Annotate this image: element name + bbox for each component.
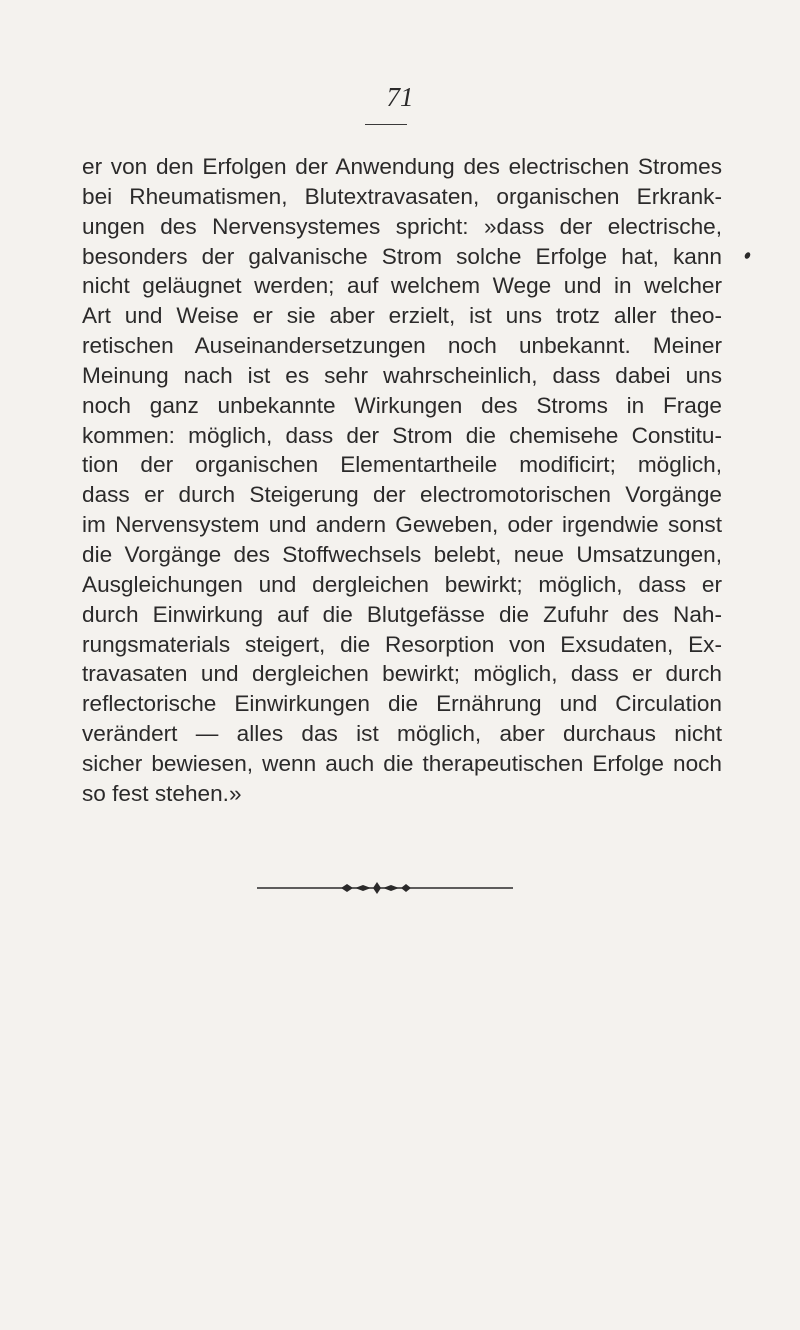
text-line: Ausgleichungen und dergleichen bewirkt; möglich, dass er: [82, 571, 722, 597]
body-paragraph: [82, 152, 722, 809]
text-line: dass er durch Steigerung der electromotorischen Vorgänge: [82, 482, 722, 508]
text-line: retischen Auseinandersetzungen noch unbekannt. Meiner: [82, 333, 722, 359]
text-line: nicht geläugnet werden; auf welchem Wege und in welcher: [82, 273, 722, 299]
text-line: sicher bewiesen, wenn auch die therapeutischen Erfolge noch: [82, 750, 722, 776]
text-line: ungen des Nervensystemes spricht: »dass der electrische,: [82, 213, 722, 239]
text-line: Meinung nach ist es sehr wahrscheinlich, dass dabei uns: [82, 362, 722, 388]
text-line: verändert — alles das ist möglich, aber durchaus nicht: [82, 721, 722, 747]
text-line: kommen: möglich, dass der Strom die chemisehe Constitu-: [82, 422, 722, 448]
text-line: er von den Erfolgen der Anwendung des electrischen Stromes: [82, 154, 722, 179]
page-number-underline: [365, 124, 407, 125]
text-line: bei Rheumatismen, Blutextravasaten, organischen Erkrank-: [82, 183, 722, 209]
text-line: im Nervensystem und andern Geweben, oder irgendwie sonst: [82, 512, 722, 538]
text-line: Art und Weise er sie aber erzielt, ist uns trotz aller theo-: [82, 303, 722, 329]
text-line: durch Einwirkung auf die Blutgefässe die Zufuhr des Nah-: [82, 601, 722, 627]
text-line: besonders der galvanische Strom solche Erfolge hat, kann: [82, 243, 722, 269]
text-line: reflectorische Einwirkungen die Ernährung und Circulation: [82, 691, 722, 717]
text-line: rungsmaterials steigert, die Resorption von Exsudaten, Ex-: [82, 631, 722, 657]
margin-ink-dot-icon: [744, 251, 752, 260]
page-number: 71: [386, 82, 414, 112]
text-line: so fest stehen.»: [82, 780, 242, 806]
text-line: die Vorgänge des Stoffwechsels belebt, neue Umsatzungen,: [82, 541, 722, 567]
text-line: tion der organischen Elementartheile modificirt; möglich,: [82, 452, 722, 478]
text-line: noch ganz unbekannte Wirkungen des Stroms in Frage: [82, 392, 722, 418]
text-line: travasaten und dergleichen bewirkt; möglich, dass er durch: [82, 661, 722, 687]
rule-with-diamonds-icon: [257, 878, 513, 898]
